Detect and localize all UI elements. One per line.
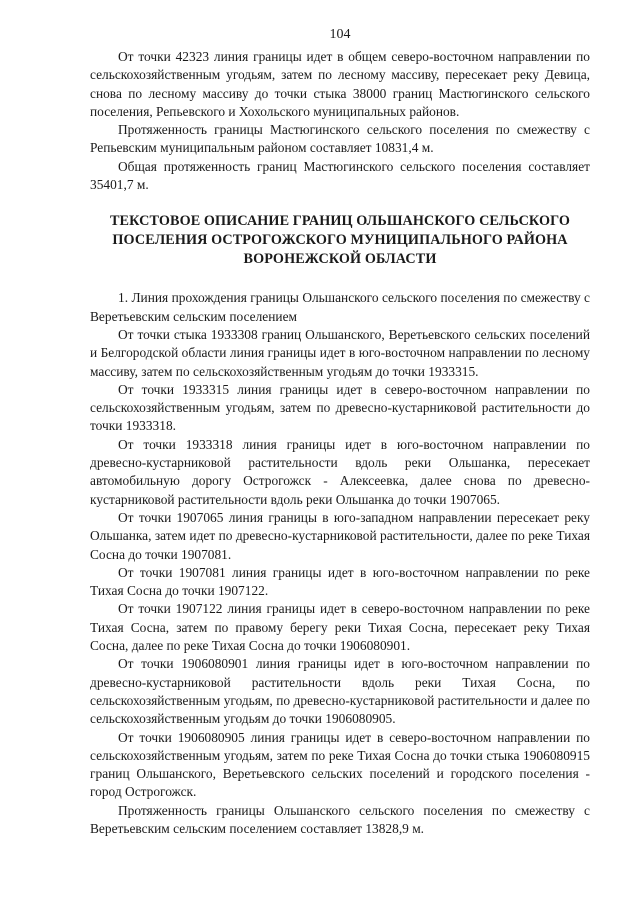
paragraph: От точки 1906080905 линия границы идет в северо-восточном направлении по сельскохозяйственным угодьям, затем по реке Тихая Сосна до точки стыка 1906080915 границ Ольшанского, Веретьевского сельских поселений и городского поселения - город Острогожск.: [90, 729, 590, 800]
paragraph: Протяженность границы Ольшанского сельского поселения по смежеству с Веретьевским сельским поселением составляет 13828,9 м.: [90, 802, 590, 836]
paragraph: Протяженность границы Мастюгинского сельского поселения по смежеству с Репьевским муниципальным районом составляет 10831,4 м.: [90, 122, 590, 156]
olshanskoye-boundary-section: [90, 289, 590, 838]
paragraph: От точки 1907065 линия границы в юго-западном направлении пересекает реку Ольшанка, затем идет по древесно-кустарниковой растительности, далее по реке Тихая Сосна до точки 1907081.: [90, 509, 590, 562]
paragraph: От точки 1906080901 линия границы идет в юго-восточном направлении по древесно-кустарниковой растительности вдоль реки Тихая Сосна, по сельскохозяйственным угодьям, по древесно-кустарниковой растительности и далее по сельскохозяйственным угодьям до точки 1906080905.: [90, 656, 590, 727]
paragraph: От точки 42323 линия границы идет в общем северо-восточном направлении по сельскохозяйственным угодьям, затем по лесному массиву, пересекает реку Девица, снова по лесному массиву до точки стыка 38000 границ Мастюгинского сельского поселения, Репьевского и Хохольского муниципальных районов.: [90, 49, 590, 119]
page-number: 104: [329, 27, 351, 42]
paragraph: 1. Линия прохождения границы Ольшанского сельского поселения по смежеству с Веретьевским сельским поселением: [90, 290, 590, 324]
section-heading: ТЕКСТОВОЕ ОПИСАНИЕ ГРАНИЦ ОЛЬШАНСКОГО СЕЛЬСКОГО ПОСЕЛЕНИЯ ОСТРОГОЖСКОГО МУНИЦИПАЛЬНОГО РАЙОНА ВОРОНЕЖСКОЙ ОБЛАСТИ: [109, 213, 571, 268]
paragraph: От точки стыка 1933308 границ Ольшанского, Веретьевского сельских поселений и Белгородской области линия границы идет в юго-восточном направлении по лесному массиву, затем по сельскохозяйственным угодьям до точки 1933315.: [90, 326, 590, 379]
page-content: [90, 48, 590, 838]
paragraph: От точки 1907122 линия границы идет в северо-восточном направлении по реке Тихая Сосна, затем по правому берегу реки Тихая Сосна, пересекает реку Тихая Сосна, далее по реке Тихая Сосна до точки 1906080901.: [90, 601, 590, 654]
paragraph: От точки 1933315 линия границы идет в северо-восточном направлении по сельскохозяйственным угодьям, затем по древесно-кустарниковой растительности до точки 1933318.: [90, 381, 590, 434]
document-page: [90, 0, 590, 905]
paragraph: Общая протяженность границ Мастюгинского сельского поселения составляет 35401,7 м.: [90, 158, 590, 193]
paragraph: От точки 1933318 линия границы идет в юго-восточном направлении по древесно-кустарниковой растительности вдоль реки Ольшанка, пересекает автомобильную дорогу Острогожск - Алексеевка, далее снова по древесно-кустарниковой растительности вдоль реки Ольшанка до точки 1907065.: [90, 436, 590, 507]
paragraph: От точки 1907081 линия границы идет в юго-восточном направлении по реке Тихая Сосна до точки 1907122.: [90, 564, 590, 599]
mastyuginskoye-boundary-section: [90, 48, 590, 194]
